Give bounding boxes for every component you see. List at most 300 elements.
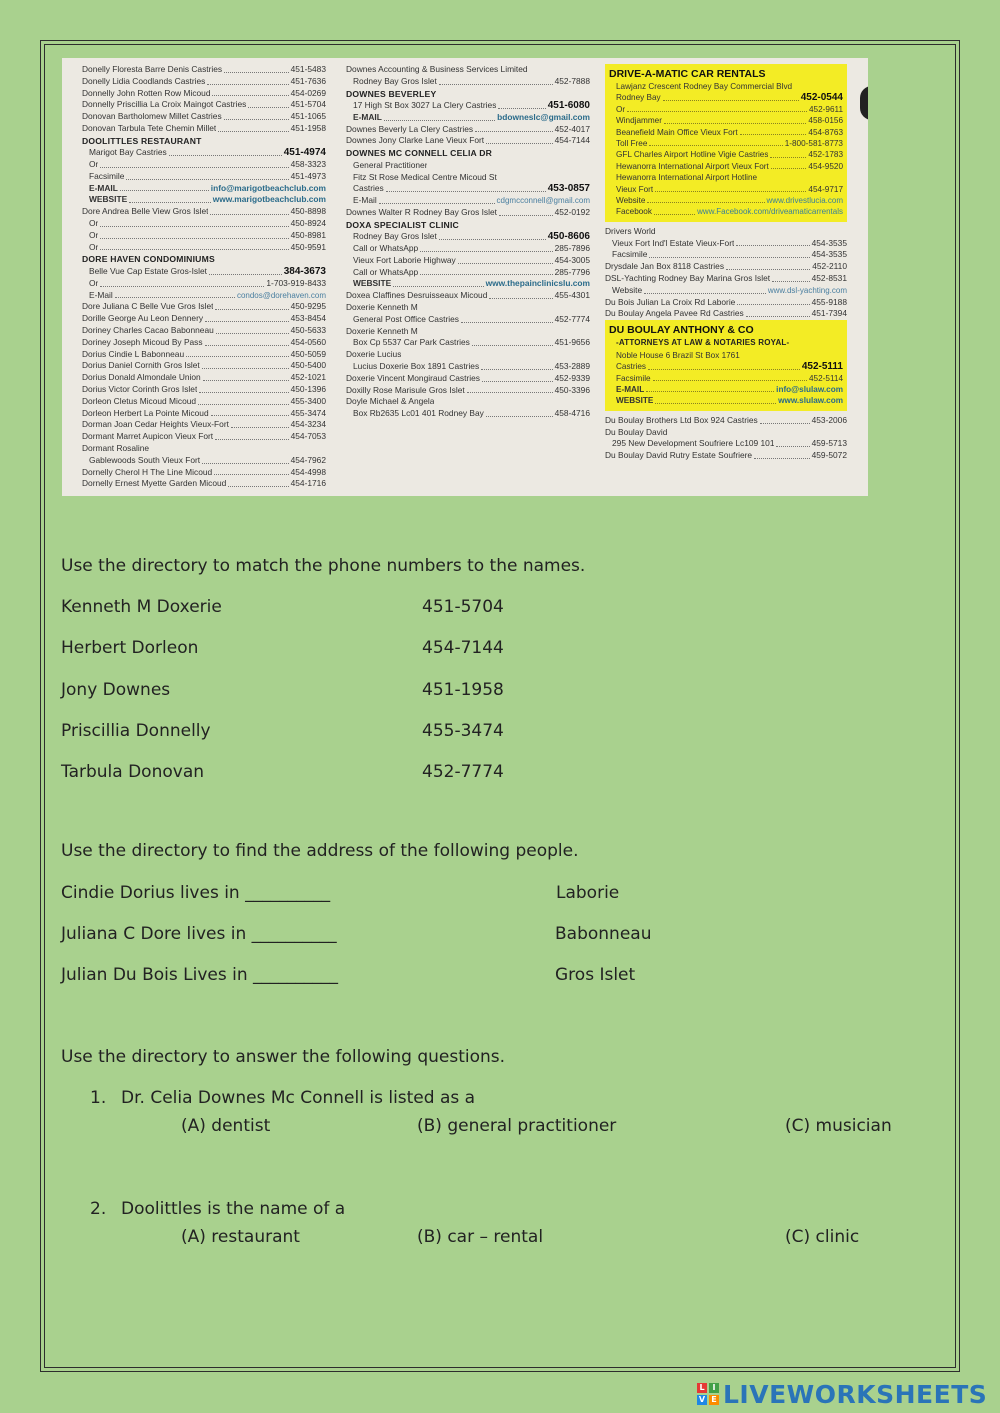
dot-leader bbox=[655, 395, 776, 403]
listing-name: Drysdale Jan Box 8118 Castries bbox=[605, 261, 725, 272]
listing-row bbox=[346, 124, 590, 136]
listing-row bbox=[609, 206, 843, 217]
listing-name: Or bbox=[89, 277, 99, 288]
listing-phone: info@slulaw.com bbox=[776, 384, 843, 394]
listing-phone: 450-8898 bbox=[290, 206, 326, 217]
listing-name: Castries bbox=[353, 183, 384, 194]
listing-name: Doxilly Rose Marisule Gros Islet bbox=[346, 384, 465, 395]
listing-name: Lucius Doxerie Box 1891 Castries bbox=[353, 361, 480, 372]
listing-phone: 450-5059 bbox=[290, 348, 326, 359]
listing-phone: 452-7774 bbox=[554, 313, 590, 324]
listing-name: Belle Vue Cap Estate Gros-Islet bbox=[89, 265, 207, 276]
listing-phone: 451-6080 bbox=[547, 100, 590, 112]
listing-phone: 455-3474 bbox=[290, 407, 326, 418]
listing-phone: 458-0156 bbox=[808, 116, 843, 126]
dot-leader bbox=[209, 266, 282, 275]
listing-row bbox=[346, 183, 590, 195]
listing-name: Doriney Charles Cacao Babonneau bbox=[82, 324, 214, 335]
match-name[interactable]: Priscillia Donnelly bbox=[61, 721, 211, 741]
listing-phone: 454-0560 bbox=[290, 336, 326, 347]
listing-row bbox=[605, 285, 847, 297]
address-option[interactable]: Babonneau bbox=[555, 924, 652, 944]
listing-phone: 452-0544 bbox=[800, 92, 843, 104]
listing-phone: 459-5072 bbox=[811, 450, 847, 461]
listing-row bbox=[609, 184, 843, 195]
listing-name: Rodney Bay Gros Islet bbox=[353, 231, 437, 242]
dot-leader bbox=[770, 149, 806, 157]
listing-name: Fitz St Rose Medical Centre Micoud St bbox=[353, 171, 497, 182]
ad-title: DU BOULAY ANTHONY & CO bbox=[609, 324, 754, 337]
listing-phone: www.Facebook.com/driveamaticarrentals bbox=[697, 207, 843, 217]
listing-name: Facsimile bbox=[612, 249, 648, 260]
listing-row bbox=[82, 88, 326, 100]
listing-row bbox=[609, 195, 843, 206]
listing-name: Marigot Bay Castries bbox=[89, 147, 167, 158]
dot-leader bbox=[654, 206, 695, 214]
listing-phone: 451-4973 bbox=[290, 170, 326, 181]
listing-phone: 452-1783 bbox=[808, 150, 843, 160]
listing-row bbox=[605, 297, 847, 309]
listing-name: Downes Walter R Rodney Bay Gros Islet bbox=[346, 206, 497, 217]
listing-row bbox=[82, 301, 326, 313]
listing-row bbox=[346, 195, 590, 207]
dot-leader bbox=[439, 231, 546, 240]
dot-leader bbox=[202, 455, 288, 464]
listing-phone: bdowneslc@gmail.com bbox=[497, 111, 590, 122]
dot-leader bbox=[664, 115, 806, 123]
listing-phone: 452-8531 bbox=[811, 273, 847, 284]
listing-name: Hewanorra International Airport Vieux Fort bbox=[616, 161, 769, 171]
listing-row bbox=[82, 455, 326, 467]
listing-row bbox=[82, 111, 326, 123]
listing-name: DSL-Yachting Rodney Bay Marina Gros Islet bbox=[605, 273, 771, 284]
listing-phone: 455-4301 bbox=[554, 290, 590, 301]
listing-phone: cdgmcconnell@gmail.com bbox=[496, 196, 590, 206]
listing-name: Vieux Fort Ind'l Estate Vieux-Fort bbox=[612, 237, 735, 248]
listing-phone: 455-9188 bbox=[811, 296, 847, 307]
match-number[interactable]: 454-7144 bbox=[422, 638, 504, 658]
option-b[interactable]: (B) car – rental bbox=[417, 1227, 544, 1247]
listing-row bbox=[82, 384, 326, 396]
listing-row bbox=[346, 337, 590, 349]
dot-leader bbox=[198, 396, 289, 405]
listing-heading: DOWNES MC CONNELL CELIA DR bbox=[346, 148, 493, 159]
listing-name: Dorius Cindie L Babonneau bbox=[82, 348, 185, 359]
listing-phone: 454-9520 bbox=[808, 161, 843, 171]
listing-row bbox=[346, 135, 590, 147]
listing-row bbox=[346, 278, 590, 290]
listing-name: E-MAIL bbox=[353, 111, 382, 122]
listing-name: Dorius Victor Corinth Gros Islet bbox=[82, 383, 198, 394]
listing-row bbox=[82, 360, 326, 372]
listing-row bbox=[609, 104, 843, 115]
listing-phone: www.dsl-yachting.com bbox=[767, 285, 847, 295]
dot-leader bbox=[129, 194, 211, 203]
match-name[interactable]: Tarbula Donovan bbox=[61, 762, 205, 782]
listing-name: Donelly Floresta Barre Denis Castries bbox=[82, 64, 223, 74]
listing-phone: condos@dorehaven.com bbox=[236, 290, 326, 300]
listing-phone: 451-1958 bbox=[290, 122, 326, 133]
section3-instruction: Use the directory to answer the following questions. bbox=[61, 1047, 506, 1067]
listing-row bbox=[82, 408, 326, 420]
dot-leader bbox=[458, 255, 553, 264]
dot-leader bbox=[461, 314, 553, 323]
logo-badge-icon: L I V E bbox=[697, 1383, 719, 1405]
listing-name: Website bbox=[616, 196, 646, 206]
listing-row bbox=[82, 123, 326, 135]
address-prompt: Cindie Dorius lives in __________ bbox=[61, 883, 331, 903]
listing-row bbox=[605, 415, 847, 427]
listing-phone: 1-800-581-8773 bbox=[784, 139, 843, 149]
listing-name: Dorleon Cletus Micoud Micoud bbox=[82, 395, 197, 406]
listing-name: Dorius Donald Almondale Union bbox=[82, 372, 201, 383]
listing-row bbox=[82, 230, 326, 242]
dot-leader bbox=[499, 207, 553, 216]
listing-name: E-MAIL bbox=[89, 182, 118, 193]
listing-name: Windjammer bbox=[616, 116, 662, 126]
listing-phone: 453-8454 bbox=[290, 313, 326, 324]
listing-row bbox=[346, 349, 590, 361]
match-number[interactable]: 451-5704 bbox=[422, 597, 504, 617]
dot-leader bbox=[663, 92, 799, 100]
dot-leader bbox=[489, 290, 552, 299]
address-option[interactable]: Gros Islet bbox=[555, 965, 636, 985]
dot-leader bbox=[486, 408, 553, 417]
option-b[interactable]: (B) general practitioner bbox=[417, 1116, 617, 1136]
listing-name: Donovan Bartholomew Millet Castries bbox=[82, 111, 222, 122]
listing-row bbox=[346, 396, 590, 408]
match-number[interactable]: 451-1958 bbox=[422, 680, 504, 700]
listing-name: Rodney Bay Gros Islet bbox=[353, 75, 437, 86]
listing-heading: DOOLITTLES RESTAURANT bbox=[82, 135, 202, 146]
listing-row bbox=[346, 267, 590, 279]
dot-leader bbox=[248, 99, 288, 108]
listing-row bbox=[82, 349, 326, 361]
option-c[interactable]: (C) clinic bbox=[785, 1227, 860, 1247]
listing-row bbox=[346, 361, 590, 373]
listing-name: Facsimile bbox=[616, 373, 651, 383]
listing-row bbox=[609, 81, 843, 92]
listing-row bbox=[346, 255, 590, 267]
listing-phone: 451-5483 bbox=[290, 64, 326, 74]
listing-row bbox=[82, 218, 326, 230]
dot-leader bbox=[393, 278, 483, 287]
dot-leader bbox=[169, 147, 282, 156]
listing-row bbox=[82, 325, 326, 337]
listing-row bbox=[609, 92, 843, 103]
dot-leader bbox=[215, 431, 288, 440]
listing-row bbox=[346, 385, 590, 397]
dot-leader bbox=[215, 301, 288, 310]
listing-phone: 452-9339 bbox=[554, 372, 590, 383]
listing-name: 295 New Development Soufriere Lc109 101 bbox=[612, 438, 775, 449]
dot-leader bbox=[498, 100, 545, 109]
directory-image bbox=[62, 58, 868, 496]
listing-name: Facebook bbox=[616, 207, 652, 217]
listing-row bbox=[605, 427, 847, 439]
listing-row bbox=[82, 76, 326, 88]
listing-name: E-Mail bbox=[353, 195, 377, 206]
directory-column-2 bbox=[346, 64, 590, 420]
listing-phone: 451-9656 bbox=[554, 337, 590, 348]
dot-leader bbox=[736, 238, 809, 247]
listing-heading: DOWNES BEVERLEY bbox=[346, 88, 437, 99]
drive-a-matic-ad bbox=[605, 64, 847, 222]
listing-row bbox=[82, 467, 326, 479]
dot-leader bbox=[746, 308, 810, 317]
listing-name: Drivers World bbox=[605, 225, 656, 236]
listing-row bbox=[346, 373, 590, 385]
listing-name: Doxerie Vincent Mongiraud Castries bbox=[346, 372, 480, 383]
listing-name: Donovan Tarbula Tete Chemin Millet bbox=[82, 122, 217, 133]
listing-name: Dorille George Au Leon Dennery bbox=[82, 313, 204, 324]
listing-name: Or bbox=[89, 241, 99, 252]
question-number: 2. bbox=[90, 1199, 107, 1219]
listing-name: Noble House 6 Brazil St Box 1761 bbox=[616, 350, 740, 360]
dot-leader bbox=[648, 361, 800, 369]
listing-name: Beanefield Main Office Vieux Fort bbox=[616, 127, 738, 137]
listing-phone: 454-7962 bbox=[290, 454, 326, 465]
listing-row bbox=[82, 372, 326, 384]
listing-phone: 451-7636 bbox=[290, 75, 326, 86]
listing-row bbox=[346, 100, 590, 112]
dot-leader bbox=[472, 337, 553, 346]
dot-leader bbox=[214, 467, 288, 476]
dot-leader bbox=[100, 230, 288, 239]
listing-phone: 452-5114 bbox=[809, 373, 843, 383]
liveworksheets-logo bbox=[697, 1381, 987, 1407]
listing-row bbox=[609, 395, 843, 406]
listing-row bbox=[609, 127, 843, 138]
match-number[interactable]: 452-7774 bbox=[422, 762, 504, 782]
listing-name: Gablewoods South Vieux Fort bbox=[89, 454, 201, 465]
question-number: 1. bbox=[90, 1088, 107, 1108]
listing-row bbox=[609, 161, 843, 172]
listing-row bbox=[82, 194, 326, 206]
listing-row bbox=[605, 238, 847, 250]
listing-phone: 452-9611 bbox=[809, 104, 843, 114]
listing-phone: www.marigotbeachclub.com bbox=[212, 194, 326, 205]
listing-phone: 450-8924 bbox=[290, 218, 326, 229]
address-prompt: Juliana C Dore lives in __________ bbox=[61, 924, 337, 944]
listing-name: Doxerie Lucius bbox=[346, 349, 402, 360]
listing-phone: 452-7888 bbox=[554, 75, 590, 86]
listing-row bbox=[346, 172, 590, 184]
listing-phone: 453-2006 bbox=[811, 414, 847, 425]
listing-heading: DOXA SPECIALIST CLINIC bbox=[346, 219, 459, 230]
listing-name: E-MAIL bbox=[616, 384, 645, 394]
dot-leader bbox=[754, 450, 809, 459]
listing-row bbox=[82, 159, 326, 171]
listing-row bbox=[346, 408, 590, 420]
dot-leader bbox=[726, 261, 810, 270]
listing-row bbox=[82, 183, 326, 195]
listing-phone: 1-703-919-8433 bbox=[266, 277, 326, 288]
listing-name: Du Bois Julian La Croix Rd Laborie bbox=[605, 296, 736, 307]
listing-phone: 454-3535 bbox=[811, 249, 847, 260]
listing-phone: 452-2110 bbox=[812, 261, 847, 272]
listing-name: Dornelly Cherol H The Line Micoud bbox=[82, 466, 213, 477]
listing-name: WEBSITE bbox=[89, 194, 128, 205]
dot-leader bbox=[439, 76, 553, 85]
listing-row bbox=[609, 115, 843, 126]
match-name[interactable]: Kenneth M Doxerie bbox=[61, 597, 222, 617]
listing-phone: 451-7394 bbox=[811, 308, 847, 319]
du-boulay-ad bbox=[605, 320, 847, 411]
listing-phone: 451-5704 bbox=[290, 99, 326, 110]
listing-name: Du Boulay Angela Pavee Rd Castries bbox=[605, 308, 744, 319]
listing-phone: www.thepainclinicslu.com bbox=[485, 278, 590, 289]
ad-subtitle: -ATTORNEYS AT LAW & NOTARIES ROYAL- bbox=[616, 338, 790, 348]
listing-name: Dorleon Herbert La Pointe Micoud bbox=[82, 407, 209, 418]
listing-phone: 454-0269 bbox=[290, 87, 326, 98]
listing-phone: 384-3673 bbox=[283, 265, 326, 277]
listing-row bbox=[346, 207, 590, 219]
listing-phone: 453-0857 bbox=[547, 183, 590, 195]
listing-name: Website bbox=[612, 284, 643, 295]
listing-phone: 451-4974 bbox=[283, 147, 326, 159]
dot-leader bbox=[386, 183, 546, 192]
listing-row bbox=[82, 431, 326, 443]
listing-phone: 452-4017 bbox=[554, 123, 590, 134]
listing-row bbox=[609, 373, 843, 384]
dot-leader bbox=[646, 384, 774, 392]
page-tab-marker bbox=[860, 86, 868, 120]
dot-leader bbox=[475, 124, 553, 133]
listing-phone: 450-9591 bbox=[290, 241, 326, 252]
listing-name: Facsimile bbox=[89, 170, 125, 181]
dot-leader bbox=[199, 384, 288, 393]
dot-leader bbox=[482, 373, 553, 382]
dot-leader bbox=[655, 184, 806, 192]
listing-row bbox=[346, 76, 590, 88]
listing-name: Or bbox=[89, 159, 99, 170]
listing-name: Doxerie Kenneth M bbox=[346, 302, 418, 313]
option-c[interactable]: (C) musician bbox=[785, 1116, 892, 1136]
listing-row bbox=[609, 350, 843, 361]
dot-leader bbox=[486, 135, 552, 144]
dot-leader bbox=[224, 111, 289, 120]
listing-row bbox=[346, 302, 590, 314]
listing-row bbox=[346, 231, 590, 243]
listing-name: Doyle Michael & Angela bbox=[346, 396, 435, 407]
listing-name: Doxerie Kenneth M bbox=[346, 325, 418, 336]
listing-row bbox=[605, 226, 847, 238]
listing-name: Du Boulay David Rutry Estate Soufriere bbox=[605, 450, 753, 461]
listing-name: Castries bbox=[616, 362, 647, 372]
address-option[interactable]: Laborie bbox=[556, 883, 620, 903]
dot-leader bbox=[649, 249, 809, 258]
dot-leader bbox=[228, 478, 288, 487]
listing-row bbox=[609, 384, 843, 395]
listing-name: E-Mail bbox=[89, 289, 113, 300]
dot-leader bbox=[420, 243, 552, 252]
listing-name: Downes Jony Clarke Lane Vieux Fort bbox=[346, 135, 485, 146]
listing-row bbox=[605, 261, 847, 273]
listing-row bbox=[82, 147, 326, 159]
dot-leader bbox=[100, 159, 288, 168]
dot-leader bbox=[653, 373, 807, 381]
listing-row bbox=[82, 443, 326, 455]
dot-leader bbox=[481, 361, 552, 370]
listing-phone: 458-4716 bbox=[554, 408, 590, 419]
listing-name: Dorman Joan Cedar Heights Vieux-Fort bbox=[82, 419, 229, 430]
listing-row bbox=[605, 438, 847, 450]
listing-phone: 450-1396 bbox=[290, 383, 326, 394]
listing-phone: 285-7896 bbox=[554, 243, 590, 254]
listing-name: Du Boulay Brothers Ltd Box 924 Castries bbox=[605, 414, 758, 425]
listing-name: Vieux Fort bbox=[616, 184, 654, 194]
listing-row bbox=[82, 290, 326, 302]
listing-row bbox=[82, 396, 326, 408]
dot-leader bbox=[203, 372, 289, 381]
dot-leader bbox=[126, 171, 288, 180]
listing-phone: 450-9295 bbox=[290, 301, 326, 312]
listing-name: Toll Free bbox=[616, 139, 648, 149]
listing-name: Rodney Bay bbox=[616, 93, 661, 103]
dot-leader bbox=[100, 278, 264, 287]
listing-name: GFL Charles Airport Hotline Vigie Castries bbox=[616, 150, 769, 160]
dot-leader bbox=[216, 325, 289, 334]
dot-leader bbox=[218, 123, 288, 132]
listing-row bbox=[346, 160, 590, 172]
match-name[interactable]: Herbert Dorleon bbox=[61, 638, 199, 658]
dot-leader bbox=[776, 438, 809, 447]
dot-leader bbox=[627, 104, 807, 112]
listing-phone: www.slulaw.com bbox=[778, 396, 843, 406]
listing-phone: www.drivestlucia.com bbox=[766, 196, 843, 206]
dot-leader bbox=[224, 64, 288, 73]
listing-phone: 454-3234 bbox=[290, 419, 326, 430]
listing-phone: 454-8763 bbox=[808, 127, 843, 137]
listing-row bbox=[82, 313, 326, 325]
listing-name: Downes Accounting & Business Services Limited bbox=[346, 64, 528, 74]
listing-row bbox=[82, 206, 326, 218]
question-text: Dr. Celia Downes Mc Connell is listed as a bbox=[121, 1088, 476, 1108]
dot-leader bbox=[379, 195, 495, 204]
section2-instruction: Use the directory to find the address of the following people. bbox=[61, 841, 579, 861]
listing-name: General Post Office Castries bbox=[353, 313, 459, 324]
listing-row bbox=[346, 64, 590, 76]
listing-row bbox=[346, 326, 590, 338]
listing-name: 17 High St Box 3027 La Clery Castries bbox=[353, 100, 497, 111]
listing-name: General Practitioner bbox=[353, 159, 428, 170]
listing-name: Lawjanz Crescent Rodney Bay Commercial Blvd bbox=[616, 82, 793, 91]
dot-leader bbox=[205, 313, 289, 322]
listing-name: Box Rb2635 Lc01 401 Rodney Bay bbox=[353, 408, 484, 419]
listing-row bbox=[609, 361, 843, 372]
option-a[interactable]: (A) dentist bbox=[181, 1116, 271, 1136]
dot-leader bbox=[231, 419, 289, 428]
match-name[interactable]: Jony Downes bbox=[61, 680, 171, 700]
listing-phone: 450-8981 bbox=[290, 229, 326, 240]
listing-name: Doriney Joseph Micoud By Pass bbox=[82, 336, 203, 347]
listing-name: Donelly Lidia Coodlands Castries bbox=[82, 75, 206, 86]
listing-name: Or bbox=[616, 104, 626, 114]
listing-row bbox=[82, 478, 326, 490]
option-a[interactable]: (A) restaurant bbox=[181, 1227, 300, 1247]
listing-row bbox=[82, 64, 326, 76]
listing-phone: 454-3005 bbox=[554, 254, 590, 265]
listing-row bbox=[82, 242, 326, 254]
match-number[interactable]: 455-3474 bbox=[422, 721, 504, 741]
listing-name: Or bbox=[89, 218, 99, 229]
dot-leader bbox=[649, 138, 782, 146]
listing-phone: info@marigotbeachclub.com bbox=[210, 182, 326, 193]
listing-phone: 459-5713 bbox=[811, 438, 847, 449]
listing-row bbox=[609, 149, 843, 160]
listing-heading: DORE HAVEN CONDOMINIUMS bbox=[82, 254, 215, 265]
